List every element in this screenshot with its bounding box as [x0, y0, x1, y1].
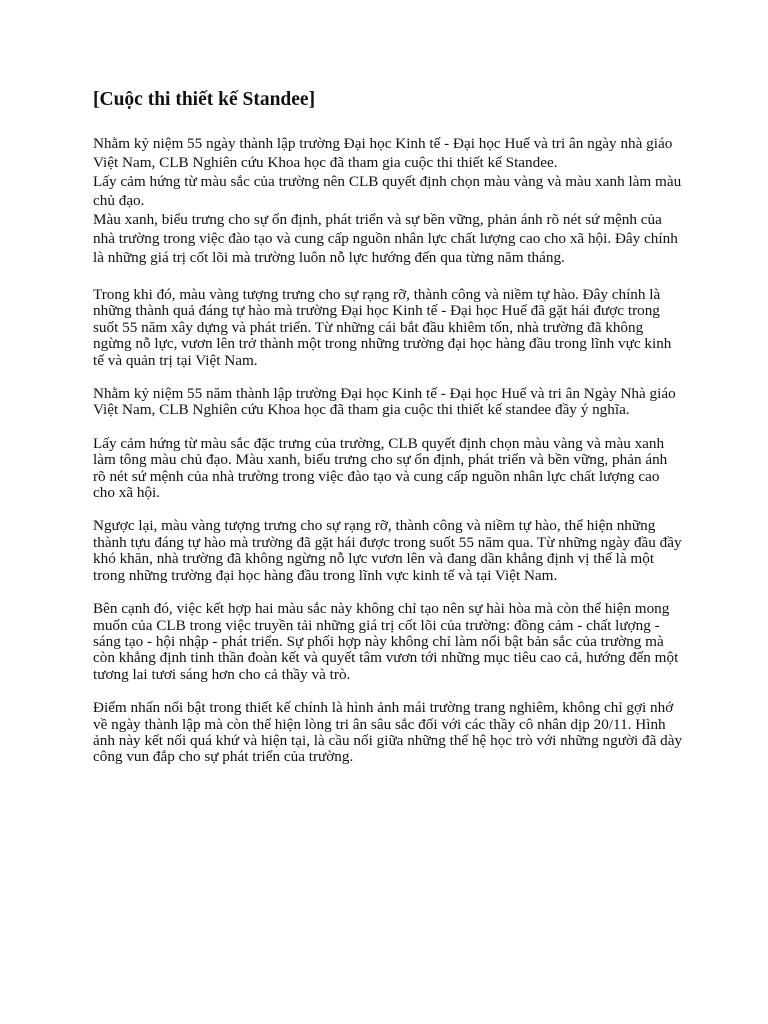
- document-page: [93, 88, 683, 783]
- body-paragraph: Nhằm kỷ niệm 55 năm thành lập trường Đại học Kinh tế - Đại học Huế và tri ân Ngày Nhà giáo Việt Nam, CLB Nghiên cứu Khoa học đã tham gia cuộc thi thiết kế standee đầy ý nghĩa.: [93, 385, 676, 419]
- body-paragraph: Lấy cảm hứng từ màu sắc đặc trưng của trường, CLB quyết định chọn màu vàng và màu xanh làm tông màu chủ đạo. Màu xanh, biểu trưng cho sự ổn định, phát triển và bền vững, phản ánh rõ nét sứ mệnh của nhà trường trong việc đào tạo và cung cấp nguồn nhân lực chất lượng cao cho xã hội.: [93, 434, 668, 502]
- intro-line: Lấy cảm hứng từ màu sắc của trường nên CLB quyết định chọn màu vàng và màu xanh làm màu chủ đạo.: [93, 173, 682, 209]
- body-paragraph: Điểm nhấn nổi bật trong thiết kế chính là hình ảnh mái trường trang nghiêm, không chỉ gợi nhớ về ngày thành lập mà còn thể hiện lòng tri ân sâu sắc đối với các thầy cô nhân dịp 20/11. Hình ảnh này kết nối quá khứ và hiện tại, là cầu nối giữa những thế hệ học trò với những người đã dày công vun đắp cho sự phát triển của trường.: [93, 699, 683, 766]
- intro-block: [93, 134, 683, 267]
- body-paragraph: Ngược lại, màu vàng tượng trưng cho sự rạng rỡ, thành công và niềm tự hào, thể hiện những thành tựu đáng tự hào mà trường đã gặt hái được trong suốt 55 năm qua. Từ những ngày đầu đầy khó khăn, nhà trường đã không ngừng nỗ lực vươn lên và đang dần khẳng định vị thế là một trong những trường đại học hàng đầu trong lĩnh vực kinh tế và tại Việt Nam.: [93, 517, 682, 584]
- body-paragraph: Trong khi đó, màu vàng tượng trưng cho sự rạng rỡ, thành công và niềm tự hào. Đây chính là những thành quả đáng tự hào mà trường Đại học Kinh tế - Đại học Huế đã gặt hái được trong suốt 55 năm xây dựng và phát triển. Từ những cái bắt đầu khiêm tốn, nhà trường đã không ngừng nỗ lực, vươn lên trở thành một trong những trường đại học hàng đầu trong lĩnh vực kinh tế và quản trị tại Việt Nam.: [93, 286, 672, 369]
- body-paragraph: Bên cạnh đó, việc kết hợp hai màu sắc này không chỉ tạo nên sự hài hòa mà còn thể hiện mong muốn của CLB trong việc truyền tải những giá trị cốt lõi của trường: đồng cảm - chất lượng - sáng tạo - hội nhập - phát triển. Sự phối hợp này không chỉ làm nổi bật bản sắc của trường mà còn khẳng định tinh thần đoàn kết và quyết tâm vươn tới những mục tiêu cao cả, hướng đến một tương lai tươi sáng hơn cho cả thầy và trò.: [93, 600, 679, 683]
- document-title: [Cuộc thi thiết kế Standee]: [93, 89, 316, 110]
- intro-line: Màu xanh, biểu trưng cho sự ổn định, phát triển và sự bền vững, phản ánh rõ nét sứ mệnh của nhà trường trong việc đào tạo và cung cấp nguồn nhân lực chất lượng cao cho xã hội. Đây chính là những giá trị cốt lõi mà trường luôn nỗ lực hướng đến qua từng năm tháng.: [93, 211, 678, 266]
- intro-line: Nhằm kỷ niệm 55 ngày thành lập trường Đại học Kinh tế - Đại học Huế và tri ân ngày nhà giáo Việt Nam, CLB Nghiên cứu Khoa học đã tham gia cuộc thi thiết kế Standee.: [93, 135, 673, 171]
